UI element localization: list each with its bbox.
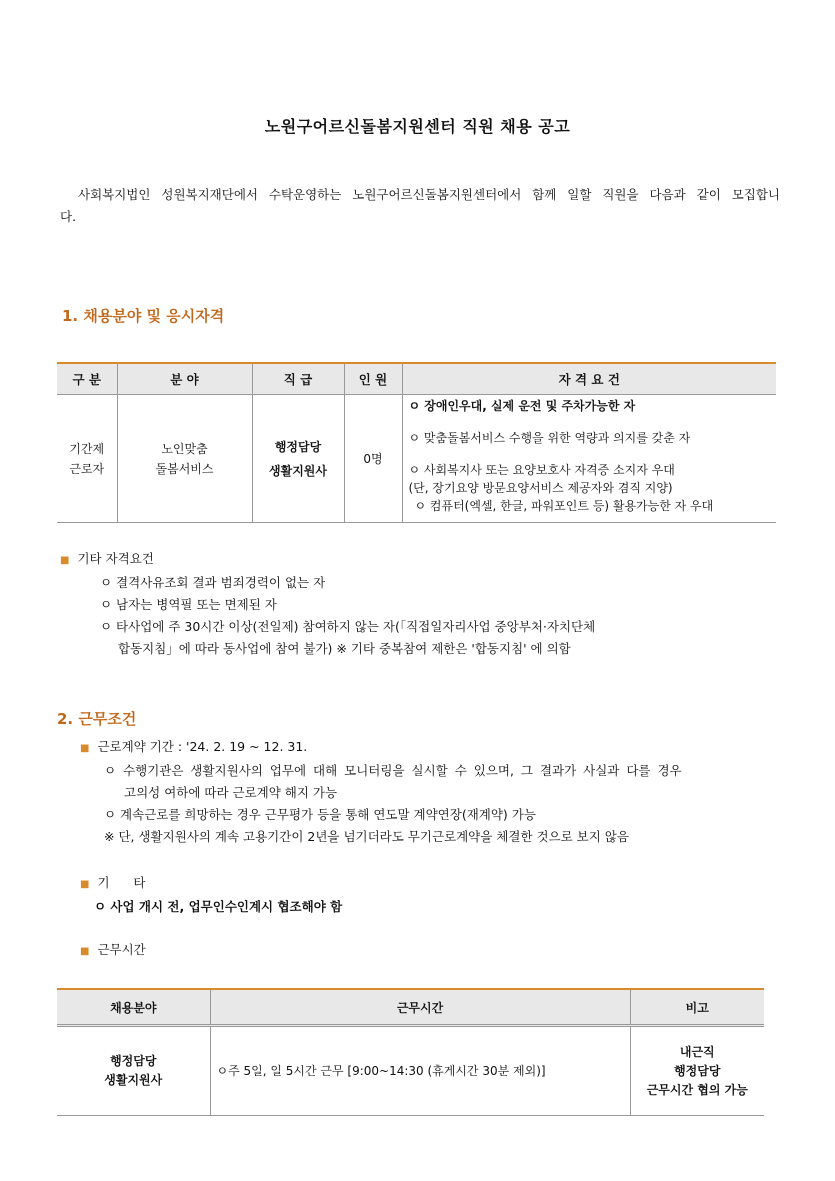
other-requirements — [60, 548, 595, 660]
qualification-table — [57, 362, 776, 523]
etc-label: 기 타 — [97, 875, 146, 890]
list-item: ㅇ 남자는 병역필 또는 면제된 자 — [100, 597, 277, 612]
list-item: ㅇ 결격사유조회 결과 범죄경력이 없는 자 — [100, 575, 326, 590]
requirement-item: ㅇ 맞춤돌봄서비스 수행을 위한 역량과 의지를 갖춘 자 — [408, 431, 691, 445]
work-hours-label: 근무시간 — [97, 942, 146, 957]
intro-paragraph: 사회복지법인 성원복지재단에서 수탁운영하는 노원구어르신돌봄지원센터에서 함께 일할 직원을 다음과 같이 모집합니다. — [60, 187, 780, 224]
work-hours-section — [80, 939, 146, 963]
contract-period — [80, 736, 682, 848]
other-requirements-label: 기타 자격요건 — [77, 551, 154, 566]
contract-label: 근로계약 기간 : '24. 2. 19 ~ 12. 31. — [97, 739, 308, 754]
section2-heading: 2. 근무조건 — [57, 710, 137, 728]
cell-requirements — [402, 395, 776, 523]
cell-field: 노인맞춤 돌봄서비스 — [117, 395, 252, 523]
square-bullet-icon: ■ — [80, 879, 90, 890]
square-bullet-icon: ■ — [60, 555, 70, 566]
list-item: 합동지침」에 따라 동사업에 참여 불가) ※ 기타 중복참여 제한은 '합동지침' 에 의함 — [118, 641, 571, 656]
list-item: ※ 단, 생활지원사의 계속 고용기간이 2년을 넘기더라도 무기근로계약을 체결한 것으로 보지 않음 — [104, 829, 629, 844]
header-hours: 근무시간 — [210, 989, 630, 1026]
list-item: ㅇ 사업 개시 전, 업무인수인계시 협조해야 함 — [94, 899, 343, 914]
list-item: ㅇ 계속근로를 희망하는 경우 근무평가 등을 통해 연도말 계약연장(재계약) 가능 — [104, 807, 536, 822]
cell-rank: 행정담당 생활지원사 — [252, 395, 344, 523]
list-item: ㅇ 타사업에 주 30시간 이상(전일제) 참여하지 않는 자(「직접일자리사업 중앙부처·자치단체 — [100, 619, 596, 634]
square-bullet-icon: ■ — [80, 743, 90, 754]
table-row — [57, 395, 776, 523]
header-requirements: 자 격 요 건 — [402, 363, 776, 395]
requirement-item: ㅇ 컴퓨터(엑셀, 한글, 파워포인트 등) 활용가능한 자 우대 — [414, 499, 714, 513]
requirement-item: (단, 장기요양 방문요양서비스 제공자와 겸직 지양) — [408, 481, 673, 495]
list-item: ㅇ 수행기관은 생활지원사의 업무에 대해 모니터링을 실시할 수 있으며, 그 결과가 사실과 다를 경우 — [104, 763, 682, 778]
section1-heading: 1. 채용분야 및 응시자격 — [62, 307, 225, 325]
table-header-row — [57, 363, 776, 395]
etc-section — [80, 872, 342, 918]
header-field: 분 야 — [117, 363, 252, 395]
header-field: 채용분야 — [57, 989, 210, 1026]
cell-hours: ㅇ주 5일, 일 5시간 근무 [9:00~14:30 (휴게시간 30분 제외)] — [210, 1026, 630, 1116]
cell-note: 내근직 행정담당 근무시간 협의 가능 — [630, 1026, 764, 1116]
table-row — [57, 1026, 764, 1116]
page-title: 노원구어르신돌봄지원센터 직원 채용 공고 — [264, 117, 571, 136]
square-bullet-icon: ■ — [80, 946, 90, 957]
requirement-item: ㅇ 장애인우대, 실제 운전 및 주차가능한 자 — [408, 399, 636, 413]
work-hours-table — [57, 988, 764, 1116]
table-header-row — [57, 989, 764, 1026]
header-category: 구 분 — [57, 363, 117, 395]
cell-count: 0명 — [344, 395, 402, 523]
requirement-item: ㅇ 사회복지사 또는 요양보호사 자격증 소지자 우대 — [408, 463, 675, 477]
header-count: 인 원 — [344, 363, 402, 395]
header-rank: 직 급 — [252, 363, 344, 395]
header-note: 비고 — [630, 989, 764, 1026]
cell-field: 행정담당 생활지원사 — [57, 1026, 210, 1116]
cell-category: 기간제 근로자 — [57, 395, 117, 523]
list-item: 고의성 여하에 따라 근로계약 해지 가능 — [124, 785, 338, 800]
